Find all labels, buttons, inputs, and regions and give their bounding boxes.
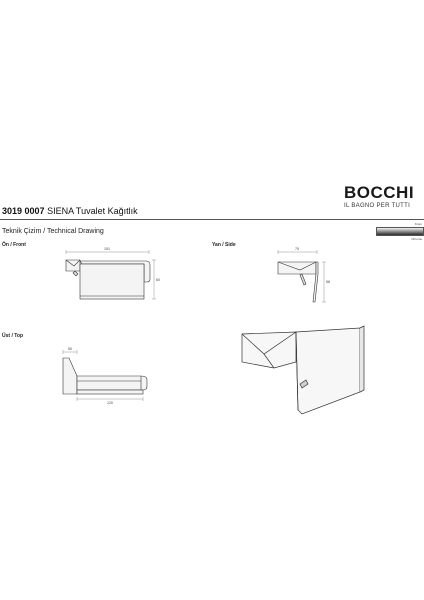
finish-label: Krom	[414, 222, 422, 226]
brand-name: BOCCHI	[344, 183, 415, 202]
header-divider	[0, 219, 424, 220]
brand-logo	[344, 184, 422, 209]
front-width-dimension: 151	[104, 247, 110, 251]
front-holder-outline	[66, 260, 150, 299]
top-view-label: Üst / Top	[2, 333, 24, 339]
chrome-swatch	[376, 227, 424, 236]
top-width-dimension: 120	[107, 401, 113, 405]
side-height-dimension: 58	[326, 280, 330, 284]
finish-name: Chrome	[411, 237, 422, 241]
front-view-drawing	[60, 244, 160, 306]
front-height-dimension: 60	[156, 278, 160, 282]
finish-swatch-box	[372, 222, 422, 241]
brand-tagline: IL BAGNO PER TUTTI	[344, 203, 411, 209]
perspective-holder-outline	[242, 326, 364, 414]
front-view-label: Ön / Front	[2, 242, 26, 248]
top-depth-dimension: 50	[68, 347, 72, 351]
side-view-drawing	[270, 244, 332, 310]
perspective-drawing	[234, 322, 368, 416]
side-view-label: Yan / Side	[212, 242, 236, 248]
drawing-subtitle: Teknik Çizim / Technical Drawing	[2, 228, 104, 235]
top-view-drawing	[55, 340, 155, 410]
product-code: 3019 0007	[2, 206, 45, 216]
side-holder-outline	[278, 262, 318, 302]
top-holder-outline	[63, 358, 147, 394]
product-name: SIENA Tuvalet Kağıtlık	[47, 206, 138, 216]
product-title	[2, 206, 138, 216]
side-width-dimension: 75	[295, 247, 299, 251]
